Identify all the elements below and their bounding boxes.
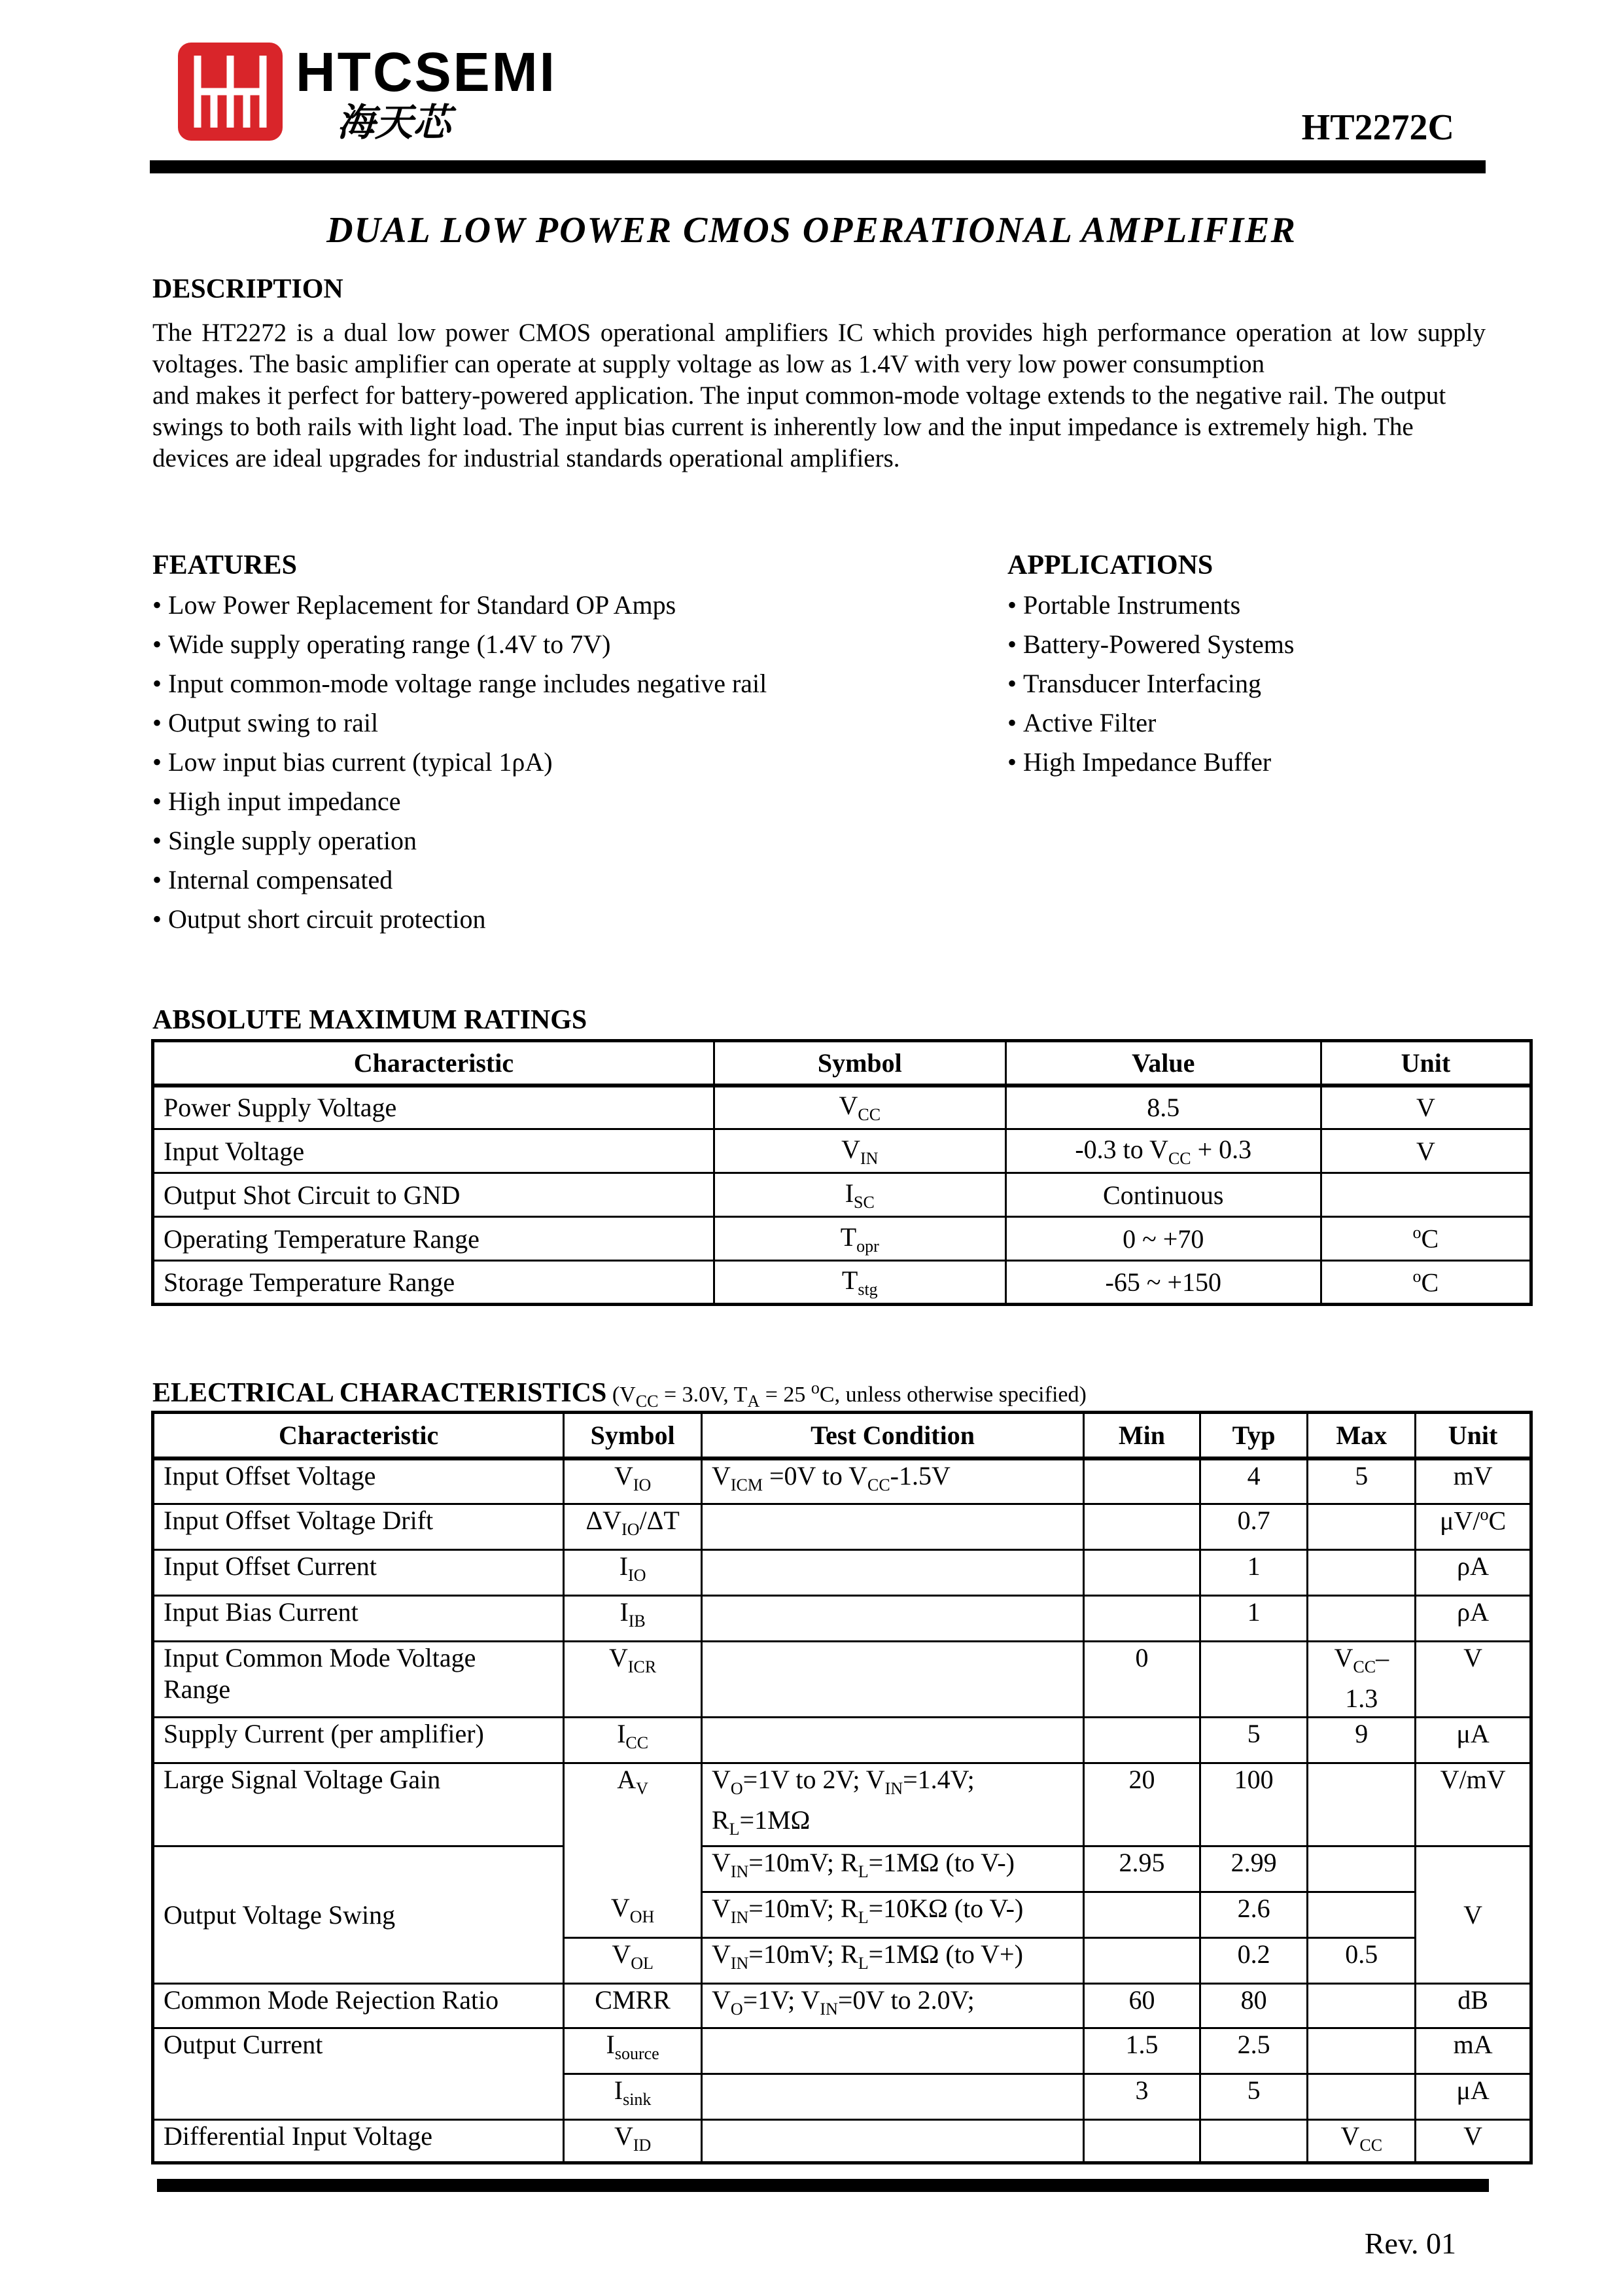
column-header: Symbol [714,1041,1005,1086]
cell-symbol: $I_{sink}$ [564,2074,702,2120]
cell-unit: μA [1416,1718,1531,1763]
cell-typ: 5 [1200,2074,1308,2120]
cell-symbol: $T_{opr}$ [714,1217,1005,1261]
table-row [153,1217,1531,1261]
column-header: Min [1084,1413,1200,1458]
cell-unit: V/mV [1416,1763,1531,1846]
cell-symbol: $V_{ID}$ [564,2120,702,2163]
part-number: HT2272C [1301,107,1454,148]
cell-symbol: $I_{SC}$ [714,1173,1005,1217]
table-row [153,1550,1531,1596]
cell-typ: 2.6 [1200,1892,1308,1938]
cell-typ: 100 [1200,1763,1308,1846]
column-header: Unit [1416,1413,1531,1458]
table-row [153,1763,1531,1846]
table-row [153,1504,1531,1550]
cell-characteristic: Input Offset Voltage Drift [153,1504,564,1550]
list-item: • Transducer Interfacing [1007,664,1294,703]
cell-max [1308,1504,1416,1550]
abs-max-heading: ABSOLUTE MAXIMUM RATINGS [152,1005,587,1035]
table-row [153,1718,1531,1763]
cell-test-condition [701,1504,1083,1550]
cell-unit: V [1321,1086,1531,1129]
cell-typ [1200,2120,1308,2163]
cell-characteristic: Large Signal Voltage Gain [153,1763,564,1846]
applications-heading: APPLICATIONS [1007,550,1213,580]
cell-unit: V [1416,2120,1531,2163]
electrical-conditions: ($V_{CC} = 3.0V$, $T_A = 25$ $^o$C, unless otherwise specified) [606,1378,1087,1411]
table-row [153,1261,1531,1305]
company-logo-chinese: 海天芯 [337,100,451,145]
cell-min [1084,1596,1200,1642]
cell-typ: 5 [1200,1718,1308,1763]
list-item: • High input impedance [152,782,767,821]
cell-max [1308,2074,1416,2120]
cell-unit: dB [1416,1984,1531,2028]
cell-unit: $^o$C [1321,1217,1531,1261]
cell-min [1084,1458,1200,1504]
cell-min: 20 [1084,1763,1200,1846]
cell-characteristic: Operating Temperature Range [153,1217,714,1261]
cell-min [1084,2120,1200,2163]
cell-max [1308,1596,1416,1642]
table-row [153,1596,1531,1642]
cell-characteristic: Supply Current (per amplifier) [153,1718,564,1763]
cell-typ: 2.5 [1200,2028,1308,2074]
list-item: • Wide supply operating range (1.4V to 7V) [152,625,767,664]
cell-typ: 4 [1200,1458,1308,1504]
cell-test-condition: $V_O=1V$ to 2V; $V_{IN}=1.4V$; $R_L=1M\Omega$ [701,1763,1083,1846]
cell-typ: 1 [1200,1550,1308,1596]
cell-symbol: $V_{IO}$ [564,1458,702,1504]
cell-test-condition: $V_{IN}=10mV$; $R_L=10K\Omega$ (to V-) [701,1892,1083,1938]
cell-min [1084,1550,1200,1596]
cell-unit: V [1321,1129,1531,1173]
list-item: • Input common-mode voltage range includes negative rail [152,664,767,703]
cell-max [1308,1892,1416,1938]
table-row [153,1846,1531,1892]
cell-symbol: $V_{CC}$ [714,1086,1005,1129]
column-header: Max [1308,1413,1416,1458]
cell-characteristic: Storage Temperature Range [153,1261,714,1305]
cell-test-condition: $V_{IN}=10mV$; $R_L=1M\Omega$ (to V-) [701,1846,1083,1892]
cell-typ [1200,1642,1308,1718]
cell-min: 60 [1084,1984,1200,2028]
cell-characteristic: Differential Input Voltage [153,2120,564,2163]
list-item: • Low Power Replacement for Standard OP Amps [152,586,767,625]
features-heading: FEATURES [152,550,297,580]
company-logo-text: HTCSEMI [296,41,557,103]
cell-unit: μA [1416,2074,1531,2120]
column-header: Symbol [564,1413,702,1458]
header-rule [150,160,1486,173]
revision-label: Rev. 01 [1364,2227,1456,2260]
cell-symbol: $\Delta V_{IO}/\Delta T$ [564,1504,702,1550]
cell-min [1084,1718,1200,1763]
cell-test-condition: $V_{IN}=10mV$; $R_L=1M\Omega$ (to V+) [701,1938,1083,1984]
cell-typ: 2.99 [1200,1846,1308,1892]
cell-typ: 1 [1200,1596,1308,1642]
cell-max [1308,1550,1416,1596]
cell-value: 8.5 [1005,1086,1321,1129]
table-header-row [153,1413,1531,1458]
cell-characteristic: Output Shot Circuit to GND [153,1173,714,1217]
list-item: • Active Filter [1007,703,1294,743]
features-list [152,586,767,939]
cell-test-condition: $V_O=1V$; $V_{IN}=0V$ to 2.0V; [701,1984,1083,2028]
cell-symbol: $V_{OL}$ [564,1938,702,1984]
cell-symbol: $I_{source}$ [564,2028,702,2074]
cell-unit: V [1416,1846,1531,1984]
table-row [153,1086,1531,1129]
logo-icon [178,43,283,141]
column-header: Unit [1321,1041,1531,1086]
cell-min: 2.95 [1084,1846,1200,1892]
cell-unit: ρA [1416,1596,1531,1642]
cell-unit: V [1416,1642,1531,1718]
cell-symbol: $T_{stg}$ [714,1261,1005,1305]
cell-characteristic: Input Bias Current [153,1596,564,1642]
cell-test-condition [701,2074,1083,2120]
cell-value: Continuous [1005,1173,1321,1217]
cell-value: -0.3 to $V_{CC} + 0.3$ [1005,1129,1321,1173]
table-row [153,1984,1531,2028]
cell-unit: μV/$^o$C [1416,1504,1531,1550]
cell-characteristic: Input Voltage [153,1129,714,1173]
cell-unit: mA [1416,2028,1531,2074]
list-item: • High Impedance Buffer [1007,743,1294,782]
cell-symbol: $V_{OH}$ [564,1892,702,1938]
description-paragraph-2: and makes it perfect for battery-powered application. The input common-mode voltage extends to the negative rail. The output swings to both rails with light load. The input bias current is inherently low and the input impedance is extremely high. The devices are ideal upgrades for industrial standards operational amplifiers. [152,381,1446,472]
cell-max [1308,1984,1416,2028]
description-paragraph-1: The HT2272 is a dual low power CMOS operational amplifiers IC which provides high performance operation at low supply voltages. The basic amplifier can operate at supply voltage as low as 1.4V with very low power consumption [152,319,1486,378]
description-heading: DESCRIPTION [152,274,343,304]
table-row [153,1173,1531,1217]
cell-test-condition [701,2120,1083,2163]
cell-symbol: $I_{CC}$ [564,1718,702,1763]
cell-test-condition [701,1642,1083,1718]
column-header: Value [1005,1041,1321,1086]
list-item: • Single supply operation [152,821,767,860]
cell-max [1308,2028,1416,2074]
cell-max [1308,1763,1416,1846]
cell-min [1084,1504,1200,1550]
table-header-row [153,1041,1531,1086]
cell-characteristic: Output Voltage Swing [153,1846,564,1984]
cell-max: 0.5 [1308,1938,1416,1984]
document-title: DUAL LOW POWER CMOS OPERATIONAL AMPLIFIER [326,210,1297,251]
table-row [153,1458,1531,1504]
column-header: Typ [1200,1413,1308,1458]
column-header: Test Condition [701,1413,1083,1458]
cell-symbol: $A_V$ [564,1763,702,1892]
electrical-table [151,1411,1533,2164]
cell-symbol: $V_{IN}$ [714,1129,1005,1173]
cell-symbol: $I_{IB}$ [564,1596,702,1642]
cell-test-condition: $V_{ICM} =0V$ to $V_{CC}-1.5V$ [701,1458,1083,1504]
footer-rule [157,2179,1489,2192]
cell-characteristic: Output Current [153,2028,564,2120]
cell-test-condition [701,2028,1083,2074]
list-item: • Low input bias current (typical 1ρA) [152,743,767,782]
cell-min [1084,1938,1200,1984]
cell-test-condition [701,1718,1083,1763]
column-header: Characteristic [153,1041,714,1086]
cell-typ: 0.2 [1200,1938,1308,1984]
cell-unit: ρA [1416,1550,1531,1596]
cell-symbol: $V_{ICR}$ [564,1642,702,1718]
list-item: • Output short circuit protection [152,900,767,939]
electrical-heading-line [152,1377,1087,1411]
description-text [152,317,1486,474]
column-header: Characteristic [153,1413,564,1458]
cell-unit: $^o$C [1321,1261,1531,1305]
cell-value: 0 ~ +70 [1005,1217,1321,1261]
abs-max-table [151,1039,1533,1306]
cell-min: 3 [1084,2074,1200,2120]
cell-typ: 0.7 [1200,1504,1308,1550]
cell-max: $V_{CC}$ [1308,2120,1416,2163]
applications-list [1007,586,1294,782]
cell-max [1308,1846,1416,1892]
list-item: • Portable Instruments [1007,586,1294,625]
cell-characteristic: Input Offset Voltage [153,1458,564,1504]
cell-value: -65 ~ +150 [1005,1261,1321,1305]
cell-max: 5 [1308,1458,1416,1504]
cell-symbol: $I_{IO}$ [564,1550,702,1596]
table-row [153,1642,1531,1718]
cell-unit: mV [1416,1458,1531,1504]
cell-min: 0 [1084,1642,1200,1718]
cell-max: 9 [1308,1718,1416,1763]
cell-min: 1.5 [1084,2028,1200,2074]
list-item: • Battery-Powered Systems [1007,625,1294,664]
cell-characteristic: Input Offset Current [153,1550,564,1596]
cell-characteristic: Common Mode Rejection Ratio [153,1984,564,2028]
cell-characteristic: Input Common Mode Voltage Range [153,1642,564,1718]
cell-typ: 80 [1200,1984,1308,2028]
cell-symbol: CMRR [564,1984,702,2028]
electrical-heading: ELECTRICAL CHARACTERISTICS [152,1378,607,1408]
table-row [153,2120,1531,2163]
cell-min [1084,1892,1200,1938]
cell-test-condition [701,1596,1083,1642]
list-item: • Internal compensated [152,860,767,900]
list-item: • Output swing to rail [152,703,767,743]
cell-unit [1321,1173,1531,1217]
table-row [153,1129,1531,1173]
cell-test-condition [701,1550,1083,1596]
company-logo-mark [178,43,283,141]
cell-max: $V_{CC}-$ 1.3 [1308,1642,1416,1718]
cell-characteristic: Power Supply Voltage [153,1086,714,1129]
table-row [153,2028,1531,2074]
